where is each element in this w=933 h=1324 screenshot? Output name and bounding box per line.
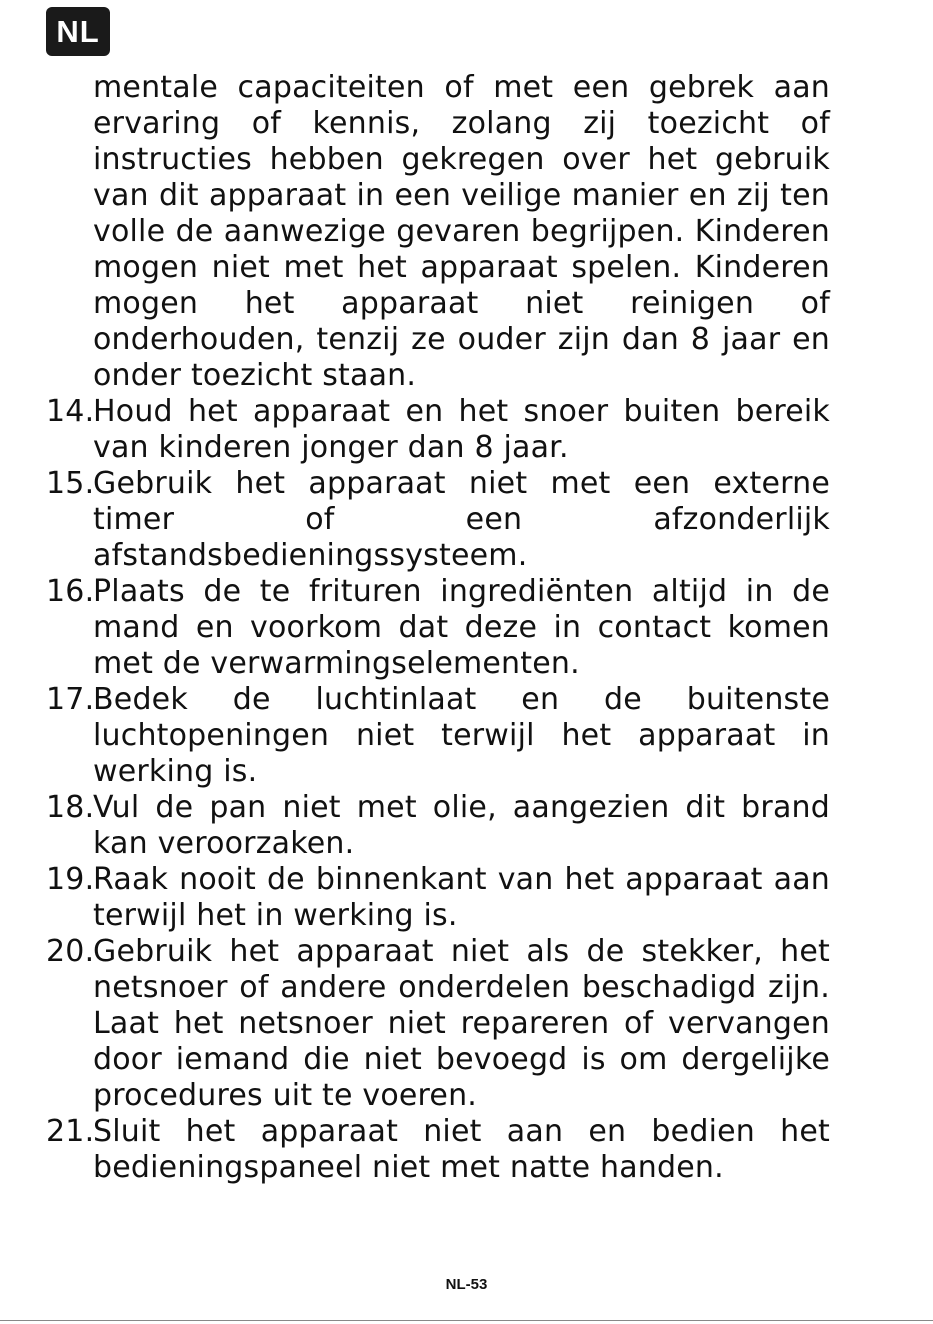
item-text: Bedek de luchtinlaat en de buitenste luchtopeningen niet terwijl het apparaat in werking is. (93, 682, 830, 789)
item-number: 21. (46, 1114, 95, 1149)
intro-text: mentale capaciteiten of met een gebrek aan ervaring of kennis, zolang zij toezicht of instructies hebben gekregen over het gebruik van dit apparaat in een veilige manier en zij ten volle de aanwezige gevaren begrijpen. Kinderen mogen niet met het apparaat spelen. Kinderen mogen het apparaat niet reinigen of onderhouden, tenzij ze ouder zijn dan 8 jaar en onder toezicht staan. (93, 70, 830, 393)
item-number: 16. (46, 574, 95, 609)
list-item-14 (46, 394, 830, 466)
item-text: Raak nooit de binnenkant van het apparaat aan terwijl het in werking is. (93, 862, 830, 933)
list-item-20 (46, 934, 830, 1114)
page-number: NL-53 (445, 1276, 488, 1293)
item-number: 14. (46, 394, 95, 429)
language-badge: NL (46, 7, 110, 56)
item-text: Plaats de te frituren ingrediënten altijd in de mand en voorkom dat deze in contact komen met de verwarmingselementen. (93, 574, 830, 681)
safety-instructions (46, 70, 830, 1186)
item-text: Sluit het apparaat niet aan en bedien het bedieningspaneel niet met natte handen. (93, 1114, 830, 1185)
list-item-19 (46, 862, 830, 934)
bottom-divider (0, 1320, 933, 1321)
item-number: 20. (46, 934, 95, 969)
item-text: Gebruik het apparaat niet met een externe timer of een afzonderlijk afstandsbedieningssysteem. (93, 466, 830, 573)
item-number: 17. (46, 682, 95, 717)
item-number: 19. (46, 862, 95, 897)
list-item-21 (46, 1114, 830, 1186)
item-text: Gebruik het apparaat niet als de stekker, het netsnoer of andere onderdelen beschadigd zijn. Laat het netsnoer niet repareren of vervangen door iemand die niet bevoegd is om dergelijke procedures uit te voeren. (93, 934, 830, 1113)
intro-paragraph (46, 70, 830, 394)
list-item-18 (46, 790, 830, 862)
item-number: 18. (46, 790, 95, 825)
item-number: 15. (46, 466, 95, 501)
list-item-15 (46, 466, 830, 574)
item-text: Vul de pan niet met olie, aangezien dit brand kan veroorzaken. (93, 790, 830, 861)
item-text: Houd het apparaat en het snoer buiten bereik van kinderen jonger dan 8 jaar. (93, 394, 830, 465)
list-item-16 (46, 574, 830, 682)
list-item-17 (46, 682, 830, 790)
